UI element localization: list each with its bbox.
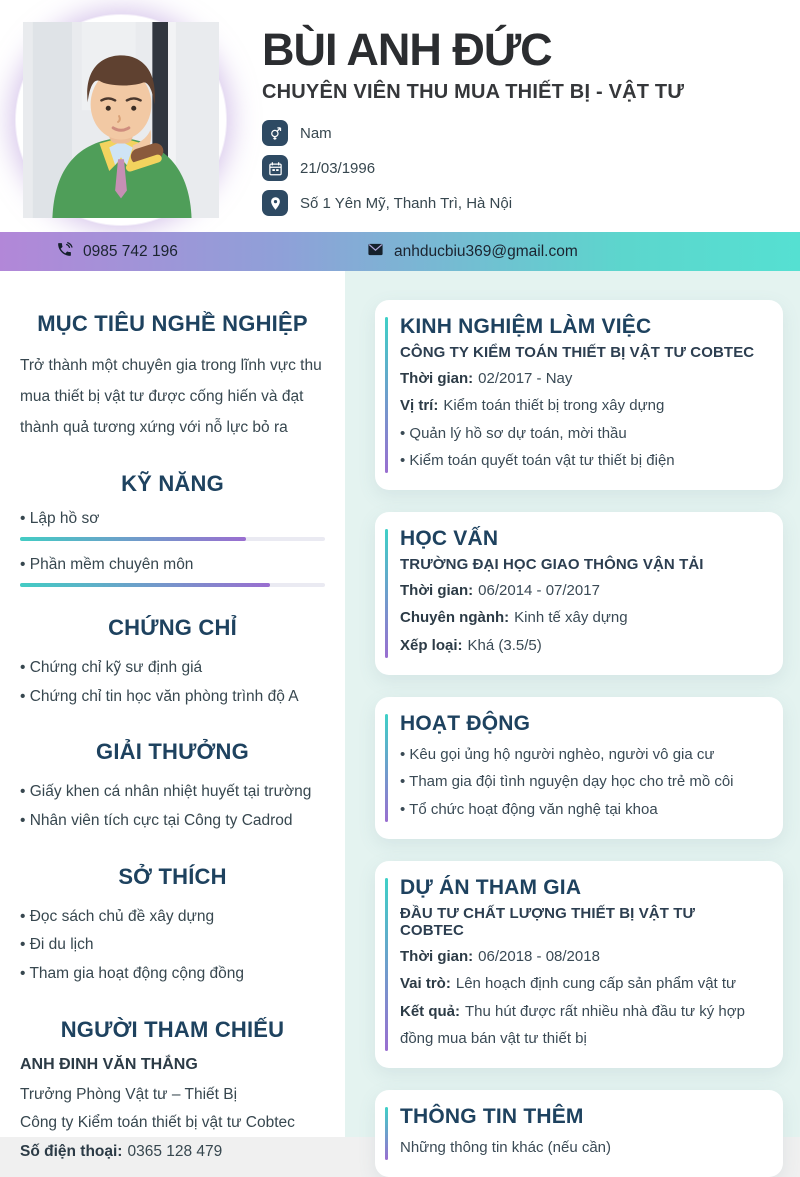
list-item: • Chứng chỉ kỹ sư định giá [20, 654, 325, 683]
phone-value: 0985 742 196 [83, 242, 178, 260]
awards-list [20, 778, 325, 835]
card-education [375, 512, 783, 675]
row-value: Lên hoạch định cung cấp sản phẩm vật tư [455, 975, 737, 993]
list-item: • Tổ chức hoạt động văn nghệ tại khoa [400, 796, 763, 823]
skill-label: • Lập hồ sơ [20, 510, 325, 528]
list-item: • Kêu gọi ủng hộ người nghèo, người vô gia cư [400, 741, 763, 768]
card-title: KINH NGHIỆM LÀM VIỆC [400, 315, 652, 338]
hobbies-list [20, 903, 325, 989]
list-item: • Tham gia hoạt động cộng đồng [20, 960, 325, 989]
education-row [400, 604, 763, 631]
section-title-certificates: CHỨNG CHỈ [108, 615, 237, 640]
contact-bar [0, 232, 800, 271]
row-value: Thu hút được rất nhiều nhà đầu tư ký hợp đồng mua bán vật tư thiết bị [400, 1002, 745, 1047]
right-column [345, 271, 800, 1157]
experience-row [400, 392, 763, 419]
row-value: Kinh tế xây dựng [514, 609, 628, 627]
row-label: Xếp loại: [400, 636, 463, 654]
reference-company: Công ty Kiểm toán thiết bị vật tư Cobtec [20, 1114, 295, 1132]
row-value: 06/2014 - 07/2017 [478, 582, 600, 600]
row-value: 02/2017 - Nay [478, 370, 573, 387]
experience-row [400, 365, 763, 392]
education-school: TRƯỜNG ĐẠI HỌC GIAO THÔNG VẬN TẢI [400, 556, 704, 574]
card-title: HOẠT ĐỘNG [400, 712, 531, 736]
objective-text: Trở thành một chuyên gia trong lĩnh vực thu mua thiết bị vật tư được cống hiến và đạt thành quả tương xứng với nỗ lực bỏ ra [20, 357, 322, 436]
contact-phone [56, 232, 178, 271]
section-title-reference: NGƯỜI THAM CHIẾU [60, 1016, 285, 1042]
address-value: Số 1 Yên Mỹ, Thanh Trì, Hà Nội [300, 194, 513, 212]
list-item: • Nhân viên tích cực tại Công ty Cadrod [20, 807, 325, 836]
phone-icon [56, 241, 73, 263]
reference-phone [20, 1138, 325, 1167]
skill-item [20, 556, 325, 587]
list-item: • Đọc sách chủ đề xây dựng [20, 903, 325, 932]
experience-bullets [400, 420, 763, 475]
section-title-awards: GIẢI THƯỞNG [96, 739, 249, 765]
reference-phone-value: 0365 128 479 [127, 1143, 223, 1161]
profile-photo-illustration [23, 22, 219, 218]
education-row [400, 632, 763, 659]
row-value: 06/2018 - 08/2018 [478, 947, 600, 965]
skill-bar-fill [20, 583, 270, 587]
project-row [400, 998, 763, 1053]
row-label: Thời gian: [400, 947, 474, 965]
contact-email [367, 232, 578, 271]
info-row-gender [262, 120, 800, 146]
gender-value: Nam [300, 124, 332, 142]
row-label: Kết quả: [400, 1002, 460, 1020]
info-row-birthday [262, 155, 800, 181]
person-name: BÙI ANH ĐỨC [262, 24, 552, 75]
project-row [400, 970, 763, 997]
row-label: Thời gian: [400, 370, 474, 387]
skill-bar-track [20, 583, 325, 587]
row-label: Vị trí: [400, 397, 439, 415]
certificates-list [20, 654, 325, 711]
reference-name: ANH ĐINH VĂN THẮNG [20, 1055, 198, 1073]
list-item: • Giấy khen cá nhân nhiệt huyết tại trường [20, 778, 325, 807]
section-title-objective: MỤC TIÊU NGHỀ NGHIỆP [37, 311, 308, 336]
card-experience [375, 300, 783, 490]
skill-bar-track [20, 537, 325, 541]
card-more-info [375, 1090, 783, 1177]
list-item: • Chứng chỉ tin học văn phòng trình độ A [20, 683, 325, 712]
card-title: HỌC VẤN [400, 527, 499, 551]
row-label: Thời gian: [400, 582, 474, 600]
card-title: DỰ ÁN THAM GIA [400, 875, 582, 899]
skill-item [20, 510, 325, 541]
education-row [400, 577, 763, 604]
section-title-hobbies: SỞ THÍCH [118, 863, 227, 889]
body-columns [0, 271, 800, 1161]
email-icon [367, 241, 384, 263]
info-row-address [262, 190, 800, 216]
reference-phone-label: Số điện thoại: [20, 1143, 123, 1161]
card-title: THÔNG TIN THÊM [400, 1105, 584, 1129]
birthday-value: 21/03/1996 [300, 159, 376, 177]
profile-photo [16, 15, 226, 225]
gender-icon [262, 120, 288, 146]
card-activities [375, 697, 783, 839]
list-item: • Tham gia đội tình nguyện dạy học cho trẻ mồ côi [400, 768, 763, 795]
row-value: Khá (3.5/5) [467, 636, 542, 654]
section-title-skills: KỸ NĂNG [121, 471, 224, 496]
reference-role: Trưởng Phòng Vật tư – Thiết Bị [20, 1085, 238, 1103]
card-project [375, 861, 783, 1068]
list-item: • Kiểm toán quyết toán vật tư thiết bị điện [400, 447, 763, 474]
location-icon [262, 190, 288, 216]
row-value: Kiểm toán thiết bị trong xây dựng [443, 397, 665, 415]
job-title: CHUYÊN VIÊN THU MUA THIẾT BỊ - VẬT TƯ [262, 81, 685, 104]
row-label: Vai trò: [400, 975, 451, 993]
email-value: anhducbiu369@gmail.com [394, 242, 578, 260]
calendar-icon [262, 155, 288, 181]
more-info-text: Những thông tin khác (nếu cần) [400, 1139, 612, 1157]
list-item: • Đi du lịch [20, 931, 325, 960]
list-item: • Quản lý hồ sơ dự toán, mời thầu [400, 420, 763, 447]
experience-company: CÔNG TY KIỂM TOÁN THIẾT BỊ VẬT TƯ COBTEC [400, 344, 755, 361]
row-label: Chuyên ngành: [400, 609, 510, 627]
left-column [0, 271, 345, 1161]
skill-bar-fill [20, 537, 246, 541]
activities-bullets [400, 741, 763, 823]
skill-label: • Phần mềm chuyên môn [20, 556, 325, 574]
project-name: ĐẦU TƯ CHẤT LƯỢNG THIẾT BỊ VẬT TƯ COBTEC [400, 904, 696, 939]
project-row [400, 943, 763, 970]
header [0, 0, 800, 232]
